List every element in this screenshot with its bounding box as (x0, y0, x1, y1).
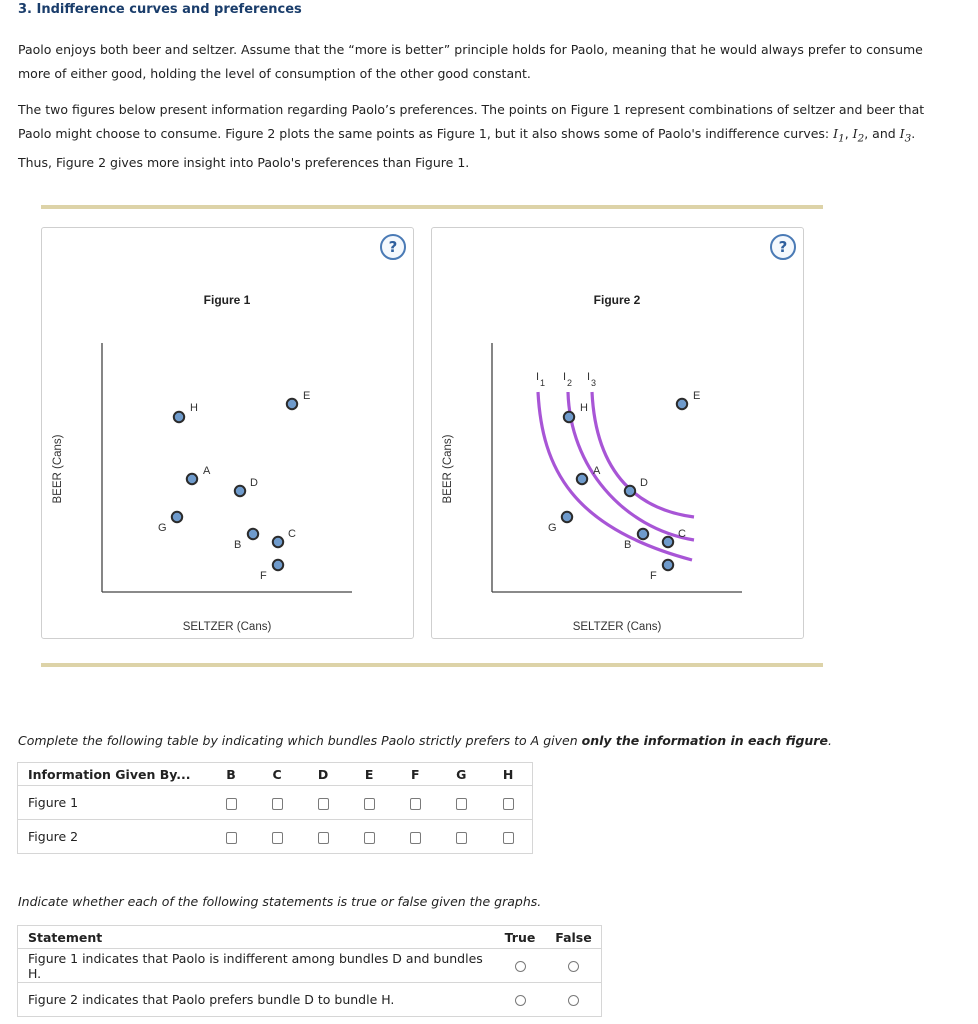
table-row (18, 786, 533, 820)
col-header-D: D (317, 766, 329, 782)
true-false-table (17, 925, 602, 1017)
col-header-B: B (226, 766, 236, 782)
figure-1-graph (42, 228, 413, 638)
figure-1-help-button[interactable]: ? (380, 234, 406, 260)
fig2-label-C: C (678, 528, 686, 540)
fig2-point-F (663, 560, 673, 570)
fig1-point-H (174, 412, 184, 422)
checkbox-fig2-H[interactable] (503, 832, 514, 844)
figures-paragraph-text-1: The two figures below present information regarding Paolo’s preferences. The points on Figure 1 represent combinations of seltzer and beer that Paolo might choose to consume. Figure 2 plots the same points as Figure 1, but it also shows some of Paolo's indifference curves: (18, 102, 925, 141)
fig1-label-F: F (260, 570, 267, 582)
fig2-label-E: E (693, 390, 701, 402)
table-2-instruction: Indicate whether each of the following statements is true or false given the graphs. (18, 894, 542, 909)
row-label-figure-2: Figure 2 (18, 820, 209, 854)
question-title: 3. Indifference curves and preferences (18, 2, 302, 17)
table-row (18, 820, 533, 854)
bottom-divider (41, 663, 823, 667)
fig2-point-G (562, 512, 572, 522)
table-1-instruction: Complete the following table by indicating which bundles Paolo strictly prefers to A given only the information in each figure. (18, 733, 832, 748)
fig2-point-H (564, 412, 574, 422)
figures-paragraph: The two figures below present information regarding Paolo’s preferences. The points on Figure 1 represent combinations of seltzer and beer that Paolo might choose to consume. Figure 2 plots the same points as Figure 1, but it also shows some of Paolo's indifference curves: $I_1$, $I_2$, and $I_3$. Thus, Figure 2 gives more insight into Paolo's preferences than Figure 1. (18, 102, 925, 170)
checkbox-fig2-C[interactable] (272, 832, 283, 844)
svg-text:2: 2 (567, 378, 573, 388)
statement-1-true-radio[interactable] (515, 961, 526, 972)
statement-1-false-radio[interactable] (568, 961, 579, 972)
curve-label-I1 (536, 371, 545, 388)
col-header-G: G (456, 766, 467, 782)
fig2-point-C (663, 537, 673, 547)
svg-text:I: I (536, 371, 540, 383)
statement-2: Figure 2 indicates that Paolo prefers bundle D to bundle H. (18, 983, 495, 1017)
row-label-figure-1: Figure 1 (18, 786, 209, 820)
col-header-E: E (364, 766, 374, 782)
fig2-point-B (638, 529, 648, 539)
checkbox-fig2-E[interactable] (364, 832, 375, 844)
svg-text:3: 3 (591, 378, 597, 388)
fig2-point-D (625, 486, 635, 496)
intro-paragraph: Paolo enjoys both beer and seltzer. Assume that the “more is better” principle holds for Paolo, meaning that he would always prefer to consume more of either good, holding the level of consumption of the other good constant. (18, 42, 923, 81)
fig1-label-E: E (303, 390, 311, 402)
fig2-point-A (577, 474, 587, 484)
curve-symbol-i2: $I_2$ (852, 126, 865, 145)
fig2-label-F: F (650, 570, 657, 582)
figure-2-graph (432, 228, 803, 638)
statement-2-true-radio[interactable] (515, 995, 526, 1006)
figure-1-y-label: BEER (Cans) (52, 434, 64, 504)
curve-symbol-i3: $I_3$ (899, 126, 912, 145)
figure-2-x-label: SELTZER (Cans) (572, 621, 662, 633)
fig1-point-G (172, 512, 182, 522)
figure-2-help-button[interactable]: ? (770, 234, 796, 260)
checkbox-fig2-B[interactable] (226, 832, 237, 844)
fig1-point-E (287, 399, 297, 409)
curve-symbol-i1: $I_1$ (833, 126, 845, 145)
preference-table (17, 762, 533, 854)
fig2-label-B: B (624, 539, 632, 551)
checkbox-fig1-G[interactable] (456, 798, 467, 810)
fig1-label-G: G (158, 522, 167, 534)
curve-label-I3 (587, 371, 596, 388)
fig1-point-A (187, 474, 197, 484)
fig1-label-B: B (234, 539, 242, 551)
statement-1: Figure 1 indicates that Paolo is indifferent among bundles D and bundles H. (18, 949, 495, 983)
checkbox-fig1-E[interactable] (364, 798, 375, 810)
false-header: False (555, 929, 592, 945)
checkbox-fig2-D[interactable] (318, 832, 329, 844)
checkbox-fig2-F[interactable] (410, 832, 421, 844)
figure-2-panel (431, 227, 804, 639)
fig1-point-B (248, 529, 258, 539)
statement-header: Statement (28, 929, 103, 945)
checkbox-fig1-F[interactable] (410, 798, 421, 810)
figure-2-y-label: BEER (Cans) (442, 434, 454, 504)
fig1-label-D: D (250, 477, 258, 489)
checkbox-fig2-G[interactable] (456, 832, 467, 844)
fig1-label-H: H (190, 402, 198, 414)
table-row (18, 983, 602, 1017)
col-header-F: F (410, 766, 420, 782)
top-divider (41, 205, 823, 209)
checkbox-fig1-C[interactable] (272, 798, 283, 810)
col-header-C: C (272, 766, 282, 782)
table-row (18, 949, 602, 983)
indifference-curve-I3 (592, 392, 694, 517)
fig1-point-C (273, 537, 283, 547)
fig2-point-E (677, 399, 687, 409)
statement-2-false-radio[interactable] (568, 995, 579, 1006)
figure-2-title: Figure 2 (593, 293, 641, 307)
checkbox-fig1-B[interactable] (226, 798, 237, 810)
figure-1-x-label: SELTZER (Cans) (182, 621, 272, 633)
true-header: True (504, 929, 536, 945)
curve-label-I2 (563, 371, 572, 388)
fig1-label-A: A (203, 465, 211, 477)
indifference-curve-I2 (568, 392, 694, 540)
svg-text:1: 1 (540, 378, 546, 388)
checkbox-fig1-D[interactable] (318, 798, 329, 810)
fig1-label-C: C (288, 528, 296, 540)
svg-text:I: I (563, 371, 567, 383)
fig2-label-D: D (640, 477, 648, 489)
col-header-H: H (502, 766, 514, 782)
checkbox-fig1-H[interactable] (503, 798, 514, 810)
svg-text:I: I (587, 371, 591, 383)
preference-table-header: Information Given By... (28, 766, 191, 782)
fig1-point-D (235, 486, 245, 496)
figures-paragraph-text-2: . Thus, Figure 2 gives more insight into Paolo's preferences than Figure 1. (18, 126, 916, 170)
fig1-point-F (273, 560, 283, 570)
fig2-label-A: A (593, 465, 601, 477)
fig2-label-H: H (580, 402, 588, 414)
figure-1-title: Figure 1 (203, 293, 251, 307)
figure-1-panel (41, 227, 414, 639)
fig2-label-G: G (548, 522, 557, 534)
